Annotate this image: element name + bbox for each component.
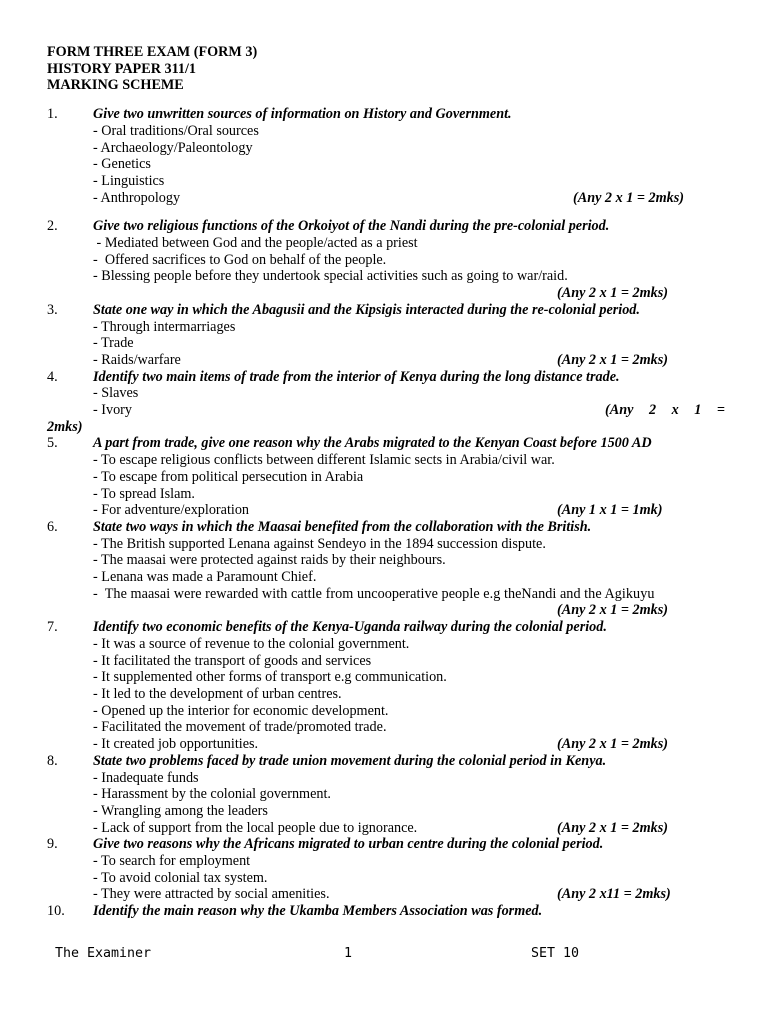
footer-left: The Examiner — [55, 946, 152, 961]
question-5 — [47, 435, 727, 519]
answer-item-text: - For adventure/exploration — [93, 502, 250, 519]
question-9 — [47, 836, 727, 903]
answer-item: - Wrangling among the leaders — [93, 802, 268, 819]
question-1 — [47, 106, 727, 206]
question-number: 3. — [47, 301, 58, 318]
mark-allocation: (Any 2 x 1 = 2mks) — [573, 189, 684, 206]
answer-item: - To escape from political persecution in Arabia — [93, 468, 364, 485]
answer-item: - Slaves — [93, 385, 139, 402]
question-number: 10. — [47, 903, 65, 920]
answer-item: - Facilitated the movement of trade/promoted trade. — [93, 719, 387, 736]
exam-title: FORM THREE EXAM (FORM 3) — [47, 44, 258, 60]
answer-item — [47, 736, 727, 753]
question-number: 6. — [47, 518, 58, 535]
mark-part: x — [671, 402, 679, 419]
answer-item — [47, 402, 727, 419]
question-10 — [47, 903, 727, 920]
answer-item-text: - Anthropology — [93, 189, 181, 206]
mark-allocation: (Any 2 x11 = 2mks) — [557, 886, 671, 903]
question-text: State one way in which the Abagusii and the Kipsigis interacted during the re-colonial period. — [93, 301, 640, 318]
answer-item: - It facilitated the transport of goods and services — [93, 652, 372, 669]
answer-item-text: - Raids/warfare — [93, 351, 181, 368]
answer-item: - To search for employment — [93, 853, 251, 870]
answer-item: - Genetics — [93, 156, 151, 173]
marking-scheme-page — [47, 44, 727, 920]
mark-part: 1 — [694, 402, 702, 419]
answer-item: - Offered sacrifices to God on behalf of the people. — [93, 251, 387, 268]
answer-item: - To escape religious conflicts between different Islamic sects in Arabia/civil war. — [93, 452, 555, 469]
mark-allocation: (Any 1 x 1 = 1mk) — [557, 502, 663, 519]
answer-item — [47, 886, 727, 903]
answer-item: - Linguistics — [93, 172, 165, 189]
paper-title: HISTORY PAPER 311/1 — [47, 60, 197, 77]
answer-item: - The maasai were protected against raids by their neighbours. — [93, 552, 446, 569]
answer-item: - Trade — [93, 335, 134, 352]
mark-allocation: (Any 2 x 1 = 2mks) — [557, 602, 668, 619]
mark-part: 2 — [648, 402, 657, 419]
answer-item: - Opened up the interior for economic development. — [93, 702, 389, 719]
answer-item: - Blessing people before they undertook special activities such as going to war/raid. — [93, 268, 568, 285]
question-7 — [47, 619, 727, 753]
answer-item: - To spread Islam. — [93, 485, 195, 502]
answer-item: - It led to the development of urban centres. — [93, 685, 342, 702]
answer-item: - Archaeology/Paleontology — [93, 139, 253, 156]
question-number: 5. — [47, 435, 58, 452]
question-number: 9. — [47, 836, 58, 853]
answer-item-text: - It created job opportunities. — [93, 736, 259, 753]
mark-allocation: (Any 2 x 1 = 2mks) — [557, 351, 668, 368]
mark-part: = — [716, 402, 725, 419]
scheme-title: MARKING SCHEME — [47, 77, 184, 94]
answer-item: - Mediated between God and the people/acted as a priest — [93, 235, 418, 252]
question-text: Identify two main items of trade from the interior of Kenya during the long distance trade. — [93, 368, 620, 385]
mark-allocation: (Any 2 x 1 = 2mks) — [557, 819, 668, 836]
mark-part: (Any — [605, 402, 634, 419]
answer-item: - Lenana was made a Paramount Chief. — [93, 569, 317, 586]
question-number: 8. — [47, 752, 58, 769]
mark-allocation: (Any 2 x 1 = 2mks) — [557, 736, 668, 753]
answer-item: - Inadequate funds — [93, 769, 199, 786]
mark-allocation — [605, 402, 725, 419]
question-text: Give two religious functions of the Orkoiyot of the Nandi during the pre-colonial period. — [93, 218, 610, 235]
question-text: State two ways in which the Maasai benefited from the collaboration with the British. — [93, 518, 592, 535]
answer-item: - Harassment by the colonial government. — [93, 786, 331, 803]
mark-allocation: (Any 2 x 1 = 2mks) — [557, 285, 668, 302]
answer-item: - Through intermarriages — [93, 318, 236, 335]
question-text: A part from trade, give one reason why the Arabs migrated to the Kenyan Coast before 1500 AD — [93, 435, 652, 452]
answer-item: - It supplemented other forms of transport e.g communication. — [93, 669, 447, 686]
page-footer — [55, 946, 615, 964]
question-number: 1. — [47, 106, 58, 123]
question-text: Identify the main reason why the Ukamba Members Association was formed. — [93, 903, 543, 920]
answer-item: - It was a source of revenue to the colonial government. — [93, 635, 410, 652]
set-label: SET 10 — [531, 946, 580, 961]
answer-item — [47, 820, 727, 837]
question-text: Give two reasons why the Africans migrated to urban centre during the colonial period. — [93, 836, 604, 853]
answer-item-text: - They were attracted by social amenities. — [93, 886, 330, 903]
question-text: Give two unwritten sources of information on History and Government. — [93, 106, 512, 123]
question-2 — [47, 218, 727, 302]
question-number: 7. — [47, 619, 58, 636]
answer-item — [47, 502, 727, 519]
page-number: 1 — [344, 946, 353, 961]
question-8 — [47, 753, 727, 837]
question-text: State two problems faced by trade union movement during the colonial period in Kenya. — [93, 752, 607, 769]
answer-item: - The maasai were rewarded with cattle from uncooperative people e.g theNandi and the Agikuyu — [93, 585, 655, 602]
mark-allocation-tail: 2mks) — [47, 418, 83, 435]
question-6 — [47, 519, 727, 619]
question-3 — [47, 302, 727, 369]
question-4 — [47, 369, 727, 436]
answer-item — [47, 190, 727, 207]
answer-item: - The British supported Lenana against Sendeyo in the 1894 succession dispute. — [93, 535, 546, 552]
answer-item-text: - Lack of support from the local people due to ignorance. — [93, 819, 418, 836]
answer-item-text: - Ivory — [93, 402, 133, 419]
answer-item — [47, 352, 727, 369]
question-number: 2. — [47, 218, 58, 235]
answer-item: - To avoid colonial tax system. — [93, 869, 268, 886]
question-text: Identify two economic benefits of the Kenya-Uganda railway during the colonial period. — [93, 619, 607, 636]
question-number: 4. — [47, 368, 58, 385]
answer-item: - Oral traditions/Oral sources — [93, 122, 259, 139]
